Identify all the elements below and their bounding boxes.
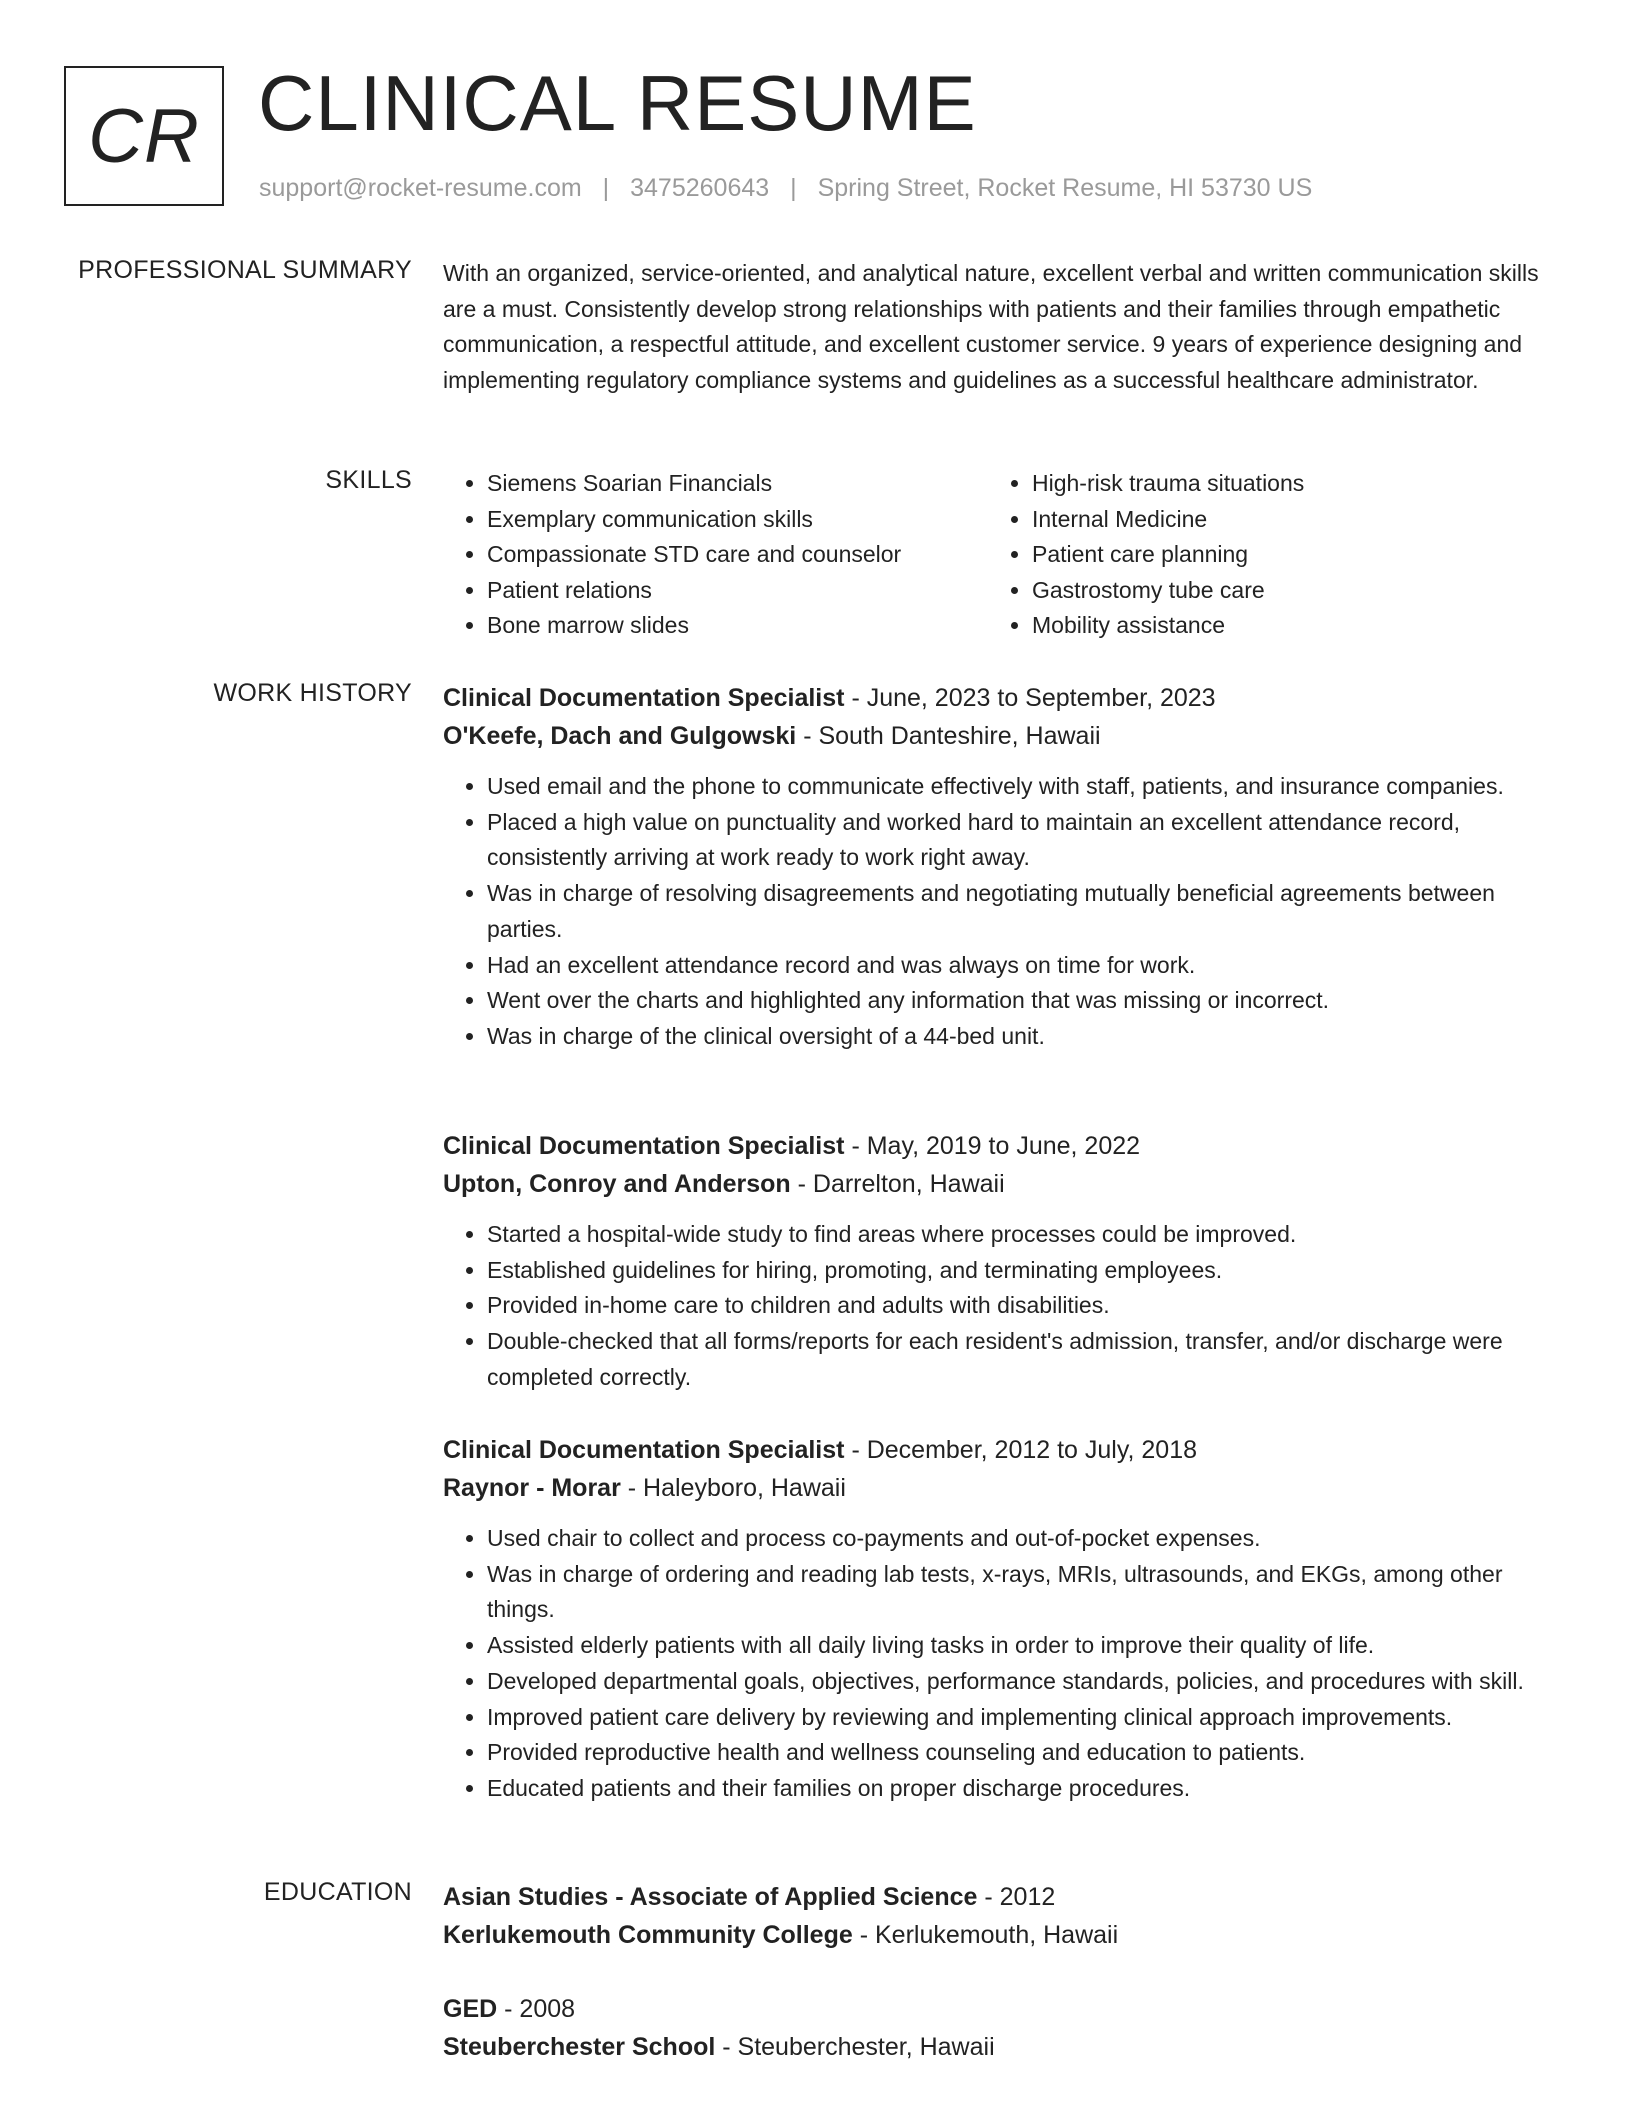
job-dates: - December, 2012 to July, 2018	[851, 1436, 1198, 1464]
job-company: Upton, Conroy and Anderson	[443, 1170, 791, 1198]
job-location: - Haleyboro, Hawaii	[627, 1474, 846, 1502]
summary-text: With an organized, service-oriented, and analytical nature, excellent verbal and written communication skills are a must. Consistently develop strong relationships with patients and their families through empathetic communication, a respectful attitude, and excellent customer service. 9 years of experience designing and implementing regulatory compliance systems and guidelines as a successful healthcare administrator.	[443, 260, 1539, 393]
job-duty: • Started a hospital-wide study to find areas where processes could be improved.	[487, 1217, 1563, 1253]
monogram-box	[64, 66, 224, 206]
job-duty: • Was in charge of the clinical oversight of a 44-bed unit.	[487, 1019, 1563, 1055]
contact-separator: |	[602, 174, 610, 202]
summary-body	[443, 256, 1563, 398]
skill-item: • Exemplary communication skills	[487, 502, 987, 538]
job-duty: • Improved patient care delivery by reviewing and implementing clinical approach improvements.	[487, 1700, 1563, 1736]
job-company: O'Keefe, Dach and Gulgowski	[443, 722, 797, 750]
job-title-line	[443, 1127, 1563, 1165]
skill-item: • Patient relations	[487, 573, 987, 609]
job-duty: • Was in charge of resolving disagreements and negotiating mutually beneficial agreements between parties.	[487, 876, 1563, 947]
job-duty: • Provided in-home care to children and adults with disabilities.	[487, 1288, 1563, 1324]
education-degree-line	[443, 1990, 1563, 2028]
education-label: EDUCATION	[263, 1878, 412, 1906]
monogram-initials: CR	[88, 93, 200, 179]
job-location: - Darrelton, Hawaii	[797, 1170, 1005, 1198]
education-location: - Steuberchester, Hawaii	[722, 2033, 995, 2061]
education-year: - 2012	[984, 1883, 1056, 1911]
job-title-line	[443, 1431, 1563, 1469]
job-duty: • Developed departmental goals, objectives, performance standards, policies, and procedures with skill.	[487, 1664, 1563, 1700]
skill-item: • Gastrostomy tube care	[1032, 573, 1304, 609]
education-year: - 2008	[504, 1995, 576, 2023]
job-duties	[443, 769, 1563, 1055]
education-school: Steuberchester School	[443, 2033, 716, 2061]
job-company-line	[443, 1165, 1563, 1203]
work-history-label: WORK HISTORY	[213, 679, 412, 707]
skill-item: • Compassionate STD care and counselor	[487, 537, 987, 573]
education-entry	[443, 1990, 1563, 2066]
skill-item: • Patient care planning	[1032, 537, 1304, 573]
skill-item: • Internal Medicine	[1032, 502, 1304, 538]
education-school-line	[443, 1916, 1563, 1954]
job-title-line	[443, 679, 1563, 717]
contact-address: Spring Street, Rocket Resume, HI 53730 US	[817, 174, 1313, 202]
job-duties	[443, 1217, 1563, 1396]
job-body	[443, 1431, 1563, 1807]
education-school: Kerlukemouth Community College	[443, 1921, 853, 1949]
job-title: Clinical Documentation Specialist	[443, 1132, 845, 1160]
skill-item: • High-risk trauma situations	[1032, 466, 1304, 502]
job-company-line	[443, 717, 1563, 755]
job-body	[443, 679, 1563, 1055]
contact-separator: |	[790, 174, 797, 202]
job-duty: • Provided reproductive health and wellness counseling and education to patients.	[487, 1735, 1563, 1771]
job-duty: • Assisted elderly patients with all daily living tasks in order to improve their quality of life.	[487, 1628, 1563, 1664]
education-school-line	[443, 2028, 1563, 2066]
skill-item: • Mobility assistance	[1032, 608, 1304, 644]
skills-column-left	[443, 466, 987, 644]
skills-column-right	[987, 466, 1304, 644]
job-duty: • Was in charge of ordering and reading lab tests, x-rays, MRIs, ultrasounds, and EKGs, among other things.	[487, 1557, 1563, 1628]
job-company: Raynor - Morar	[443, 1474, 621, 1502]
job-company-line	[443, 1469, 1563, 1507]
job-duty: • Had an excellent attendance record and was always on time for work.	[487, 948, 1563, 984]
job-duty: • Placed a high value on punctuality and worked hard to maintain an excellent attendance record, consistently arriving at work ready to work right away.	[487, 805, 1563, 876]
education-degree: GED	[443, 1995, 498, 2023]
job-duty: • Went over the charts and highlighted any information that was missing or incorrect.	[487, 983, 1563, 1019]
education-degree: Asian Studies - Associate of Applied Science	[443, 1883, 978, 1911]
job-duty: • Used email and the phone to communicate effectively with staff, patients, and insurance companies.	[487, 769, 1563, 805]
job-duties	[443, 1521, 1563, 1807]
contact-line	[259, 174, 1312, 203]
skills-label: SKILLS	[325, 466, 412, 494]
skill-item: • Siemens Soarian Financials	[487, 466, 987, 502]
skills-list	[443, 466, 1563, 644]
job-body	[443, 1127, 1563, 1396]
job-location: - South Danteshire, Hawaii	[803, 722, 1101, 750]
job-duty: • Double-checked that all forms/reports for each resident's admission, transfer, and/or discharge were completed correctly.	[487, 1324, 1563, 1395]
job-title: Clinical Documentation Specialist	[443, 1436, 845, 1464]
job-title: Clinical Documentation Specialist	[443, 684, 845, 712]
skill-item: • Bone marrow slides	[487, 608, 987, 644]
education-entry	[443, 1878, 1563, 1954]
job-duty: • Used chair to collect and process co-payments and out-of-pocket expenses.	[487, 1521, 1563, 1557]
job-dates: - June, 2023 to September, 2023	[851, 684, 1216, 712]
contact-phone: 3475260643	[630, 174, 770, 202]
resume-header	[64, 59, 1564, 212]
contact-email: support@rocket-resume.com	[259, 174, 582, 202]
job-dates: - May, 2019 to June, 2022	[851, 1132, 1141, 1160]
resume-title: CLINICAL RESUME	[258, 59, 977, 147]
education-degree-line	[443, 1878, 1563, 1916]
job-duty: • Educated patients and their families on proper discharge procedures.	[487, 1771, 1563, 1807]
summary-label: PROFESSIONAL SUMMARY	[78, 256, 412, 284]
job-duty: • Established guidelines for hiring, promoting, and terminating employees.	[487, 1253, 1563, 1289]
education-location: - Kerlukemouth, Hawaii	[859, 1921, 1119, 1949]
